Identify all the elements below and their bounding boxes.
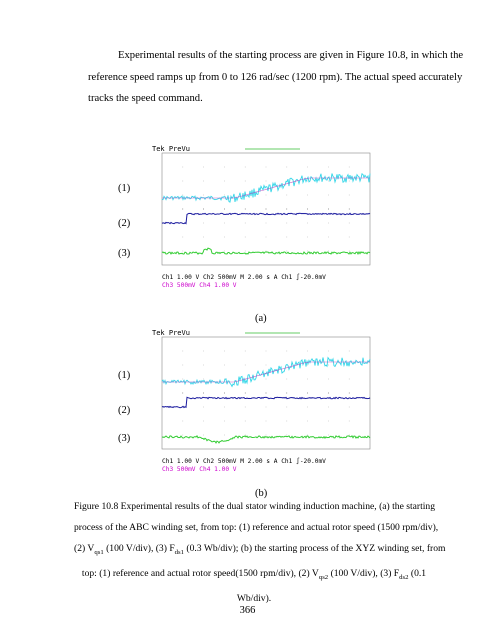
scope-header: Tek PreVu — [152, 329, 190, 337]
sub-label-b: (b) — [255, 488, 268, 499]
caption-line: process of the ABC winding set, from top: (1) reference and actual rotor speed (1500 rpm/div), — [74, 522, 439, 533]
page-number: 366 — [239, 605, 256, 616]
body-paragraph — [88, 45, 464, 110]
paragraph-line: Experimental results of the starting process are given in Figure 10.8, in which the — [118, 50, 464, 61]
oscilloscope-capture-b — [150, 327, 375, 487]
caption-line: (2) $V_{qs1}$ (100 V/div), (3) $F_{ds1}$ (0.3 Wb/div); (b) the starting process of the XYZ winding set, from — [74, 543, 446, 556]
scope-status-row: Ch1 1.00 V Ch2 500mV M 2.00 s A Ch1 ∫-20.0mV — [162, 274, 326, 281]
scope-status-row: Ch3 500mV Ch4 1.00 V — [162, 466, 237, 473]
trace-label-2: (2) — [118, 218, 131, 229]
trace-label-1: (1) — [118, 370, 131, 381]
scope-status-row: Ch3 500mV Ch4 1.00 V — [162, 282, 237, 289]
trace-label-3: (3) — [118, 248, 131, 259]
paragraph-line: tracks the speed command. — [88, 93, 203, 104]
figure-caption — [74, 496, 446, 609]
scope-screen — [150, 143, 375, 303]
trace-label-2: (2) — [118, 405, 131, 416]
scope-screen — [150, 327, 375, 487]
trace-label-3: (3) — [118, 433, 131, 444]
sub-label-a: (a) — [255, 313, 267, 324]
scope-header: Tek PreVu — [152, 145, 190, 153]
caption-line: Wb/div). — [236, 592, 272, 604]
caption-line: Figure 10.8 Experimental results of the dual stator winding induction machine, (a) the starting — [74, 501, 436, 512]
paragraph-line: reference speed ramps up from 0 to 126 rad/sec (1200 rpm). The actual speed accurately — [88, 71, 463, 83]
scope-status-row: Ch1 1.00 V Ch2 500mV M 2.00 s A Ch1 ∫-20.0mV — [162, 458, 326, 465]
oscilloscope-capture-a — [150, 143, 375, 303]
trace-label-1: (1) — [118, 183, 131, 194]
caption-line: top: (1) reference and actual rotor speed(1500 rpm/div), (2) $V_{qs2}$ (100 V/div), (3) $F_{ds2}$ (0.1 — [81, 567, 427, 581]
